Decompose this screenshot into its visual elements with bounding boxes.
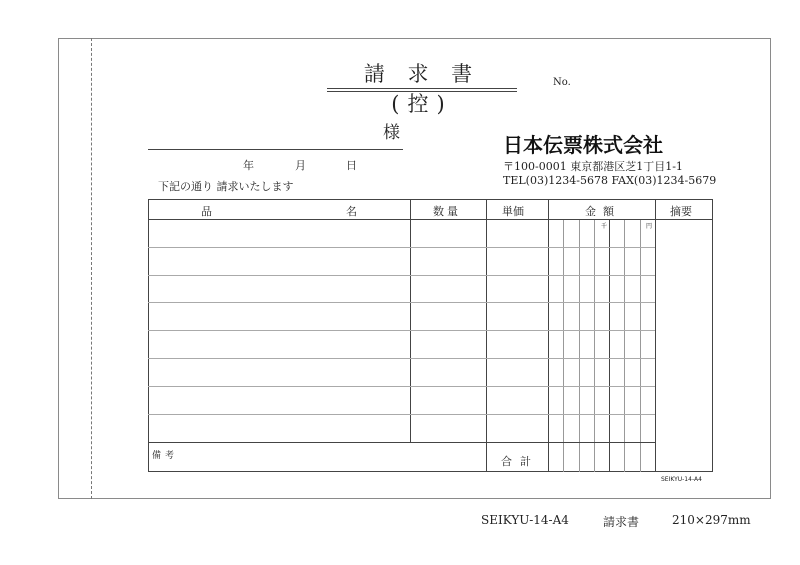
row-rule bbox=[148, 386, 655, 387]
unit-yen: 円 bbox=[646, 223, 653, 230]
digit-line-thousand bbox=[609, 220, 610, 472]
form-code: SEIKYU-14-A4 bbox=[661, 476, 702, 483]
company-name: 日本伝票株式会社 bbox=[503, 133, 663, 157]
client-honorific: 様 bbox=[383, 123, 400, 143]
row-rule bbox=[148, 358, 655, 359]
digit-line bbox=[624, 220, 625, 472]
total-label: 合計 bbox=[501, 455, 539, 468]
company-address: 〒100-0001 東京都港区芝1丁目1-1 bbox=[503, 160, 683, 173]
title-underline-double bbox=[327, 91, 517, 92]
document-title: 請 求 書 (控) bbox=[363, 62, 481, 116]
header-item-right: 名 bbox=[346, 205, 357, 218]
title-underline bbox=[327, 88, 517, 89]
header-amount: 金 額 bbox=[585, 205, 614, 218]
notes-label: 備考 bbox=[152, 451, 179, 461]
date-day-label: 日 bbox=[346, 159, 357, 172]
digit-line bbox=[594, 220, 595, 472]
number-label: No. bbox=[553, 77, 571, 88]
col-divider-item bbox=[410, 199, 411, 443]
header-remarks: 摘要 bbox=[670, 205, 692, 218]
unit-thousand: 千 bbox=[601, 223, 608, 230]
row-rule bbox=[148, 247, 655, 248]
header-item-left: 品 bbox=[201, 205, 212, 218]
row-rule bbox=[148, 275, 655, 276]
digit-line bbox=[579, 220, 580, 472]
invoice-table bbox=[148, 199, 713, 472]
col-divider-qty bbox=[486, 199, 487, 472]
header-unit-price: 単価 bbox=[502, 205, 524, 218]
date-year-label: 年 bbox=[243, 159, 254, 172]
row-rule bbox=[148, 330, 655, 331]
footer-rule bbox=[148, 442, 655, 443]
perforation-line bbox=[91, 38, 92, 499]
col-divider-amount bbox=[655, 199, 656, 472]
caption-size: 210×297mm bbox=[672, 513, 751, 527]
digit-line bbox=[563, 220, 564, 472]
company-contact: TEL(03)1234-5678 FAX(03)1234-5679 bbox=[503, 174, 717, 187]
digit-line bbox=[640, 220, 641, 472]
caption-code: SEIKYU-14-A4 bbox=[481, 513, 569, 527]
date-month-label: 月 bbox=[295, 159, 306, 172]
header-quantity: 数量 bbox=[433, 205, 461, 218]
intro-note: 下記の通り 請求いたします bbox=[158, 180, 294, 193]
client-name-line bbox=[148, 149, 403, 150]
header-rule bbox=[148, 219, 713, 220]
row-rule bbox=[148, 414, 655, 415]
caption-name: 請求書 bbox=[603, 515, 640, 529]
row-rule bbox=[148, 302, 655, 303]
col-divider-price bbox=[548, 199, 549, 472]
